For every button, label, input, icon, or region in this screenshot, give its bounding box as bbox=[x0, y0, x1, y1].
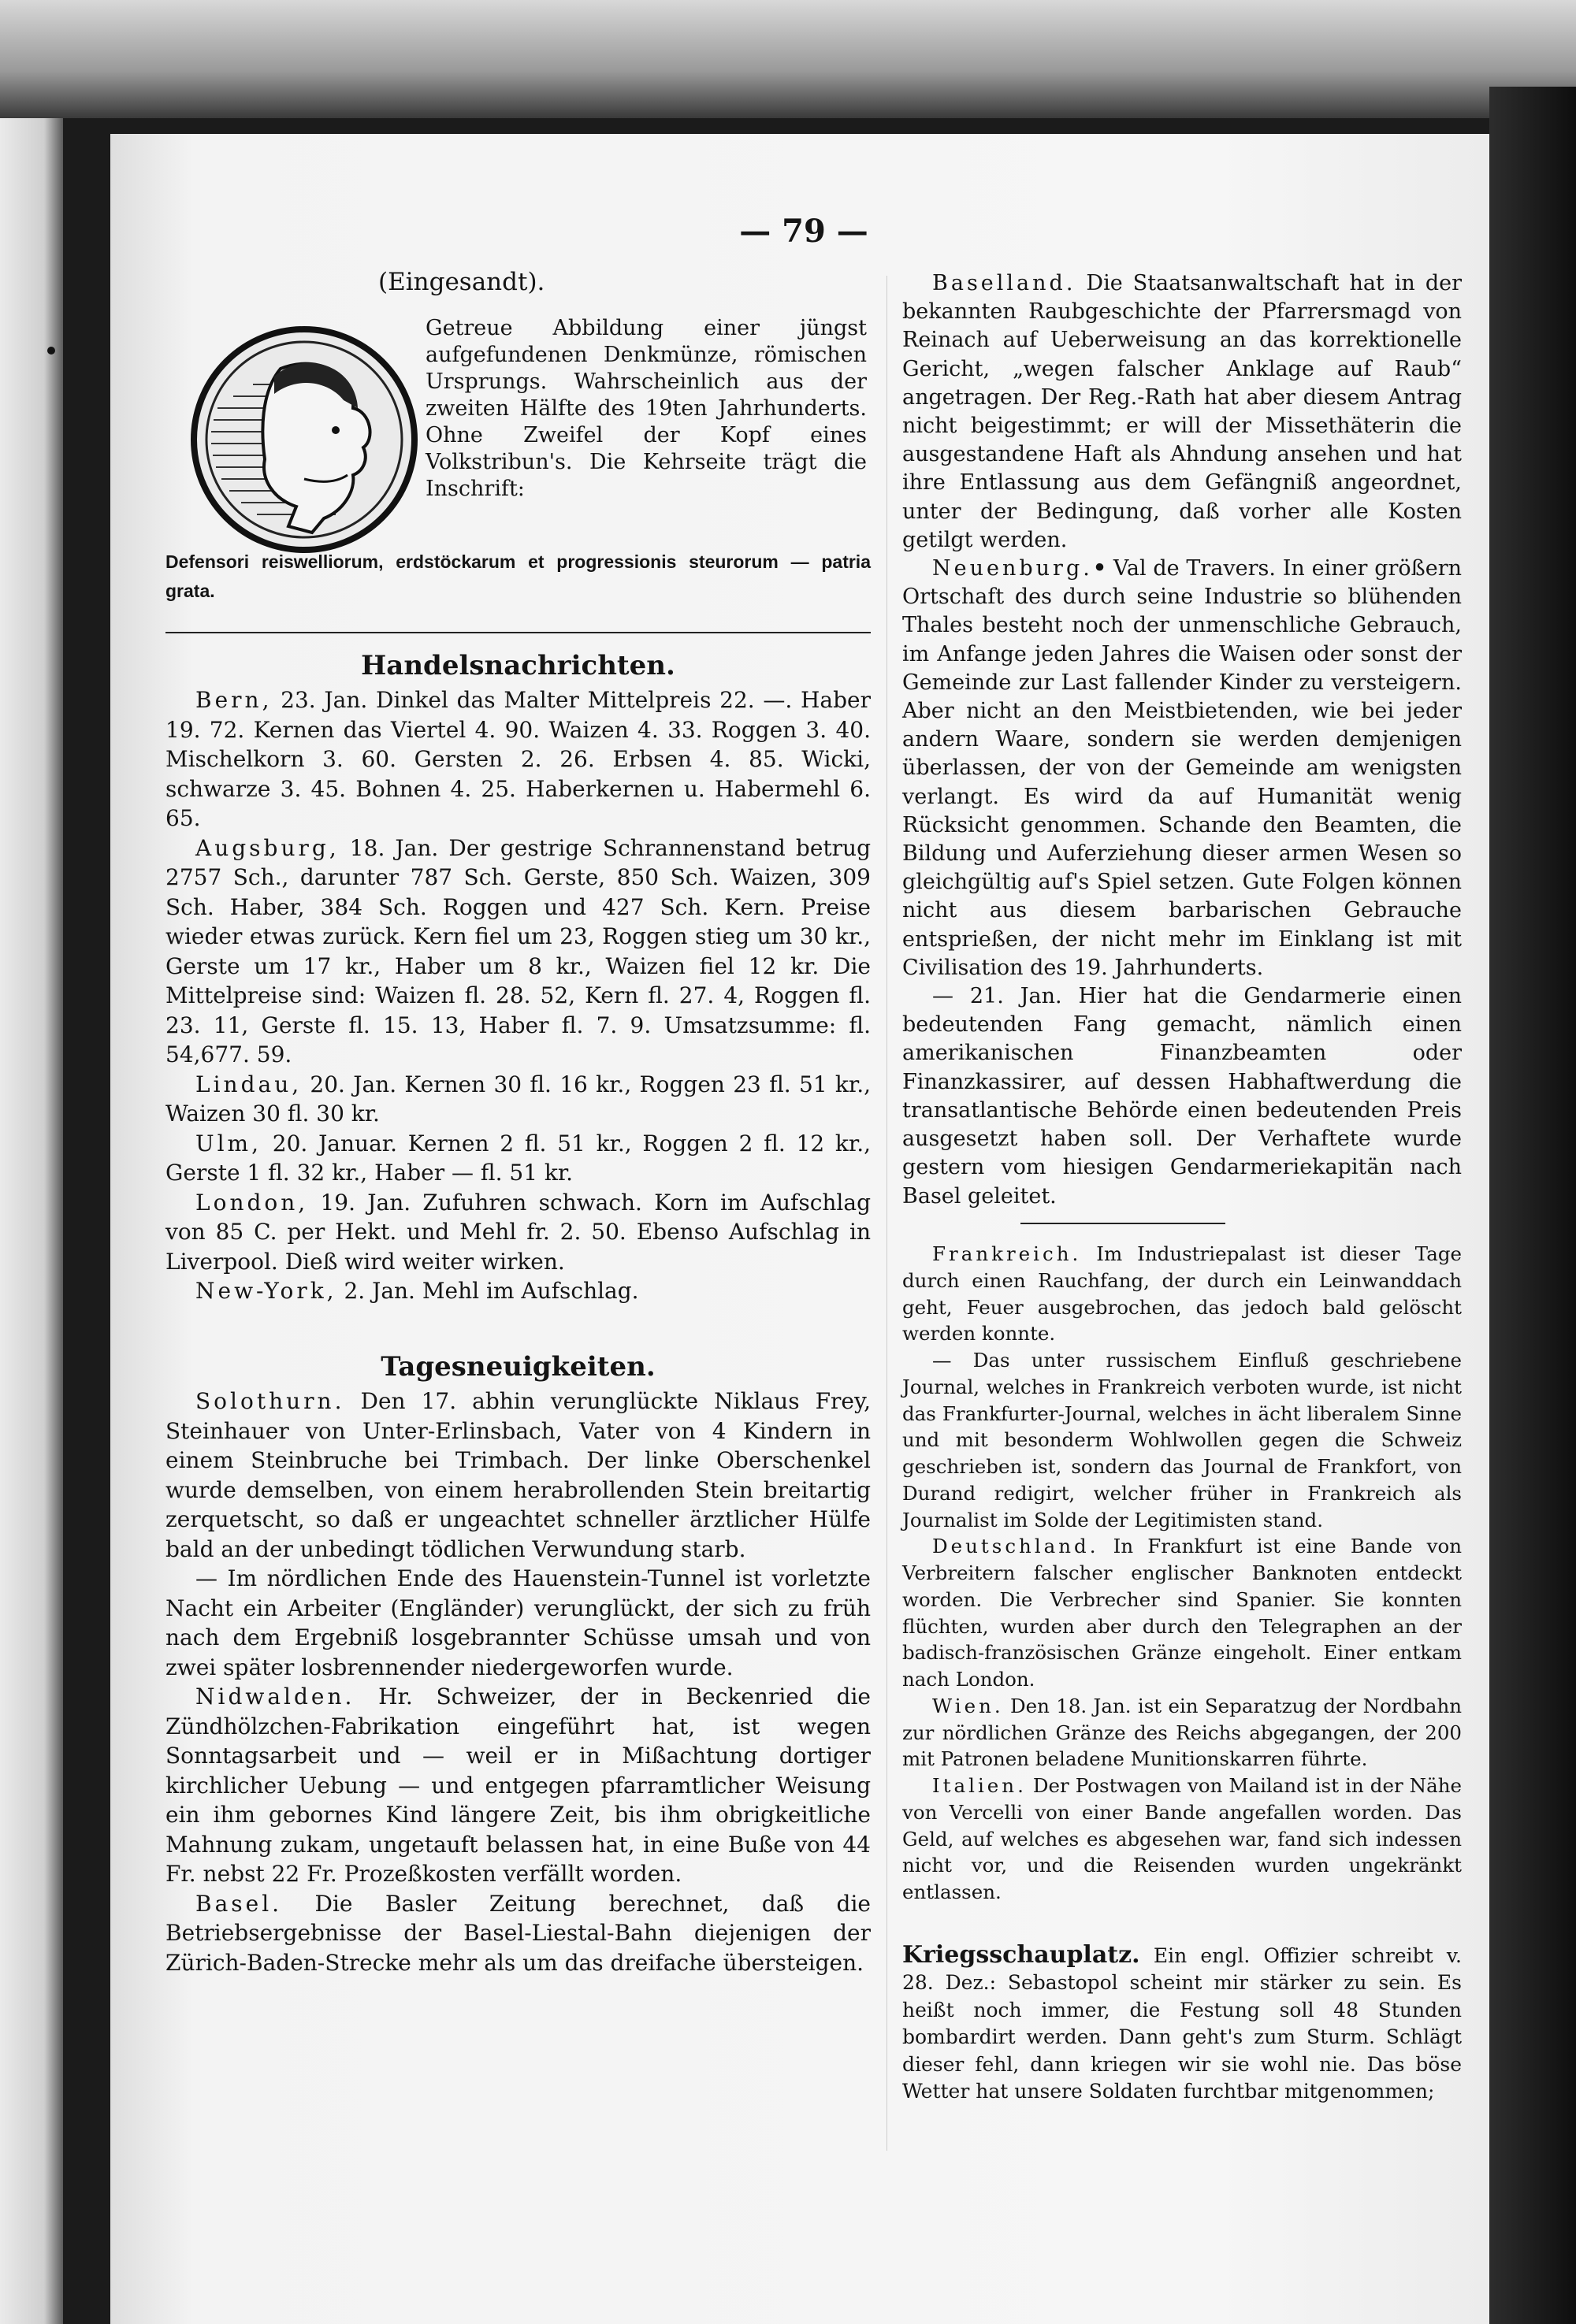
news-solothurn bbox=[165, 1387, 871, 1564]
print-mark: • bbox=[1092, 556, 1107, 581]
kriegsschauplatz-section bbox=[902, 1942, 1462, 2105]
place-name: Ulm, bbox=[195, 1130, 262, 1156]
place-name: Wien. bbox=[932, 1694, 1004, 1717]
place-name: Italien. bbox=[932, 1774, 1027, 1797]
foreign-news-body bbox=[902, 1241, 1462, 1906]
news-text: Die Staatsanwaltschaft hat in der bekannten Raubgeschichte der Pfarrersmagd von Reinach auf Ueberweisung an das korrektionelle Gericht, „wegen falscher Anklage auf Raub“ angetragen. Der Reg.-Rath hat aber diesem Antrag nicht beigestimmt; er will der Missethäterin die ausgestandene Haft als Ahndung ansehen und hat ihre Entlassung aus dem Gefängniß angeordnet, unter der Bedingung, daß vorher alle Kosten getilgt werden. bbox=[902, 271, 1462, 552]
place-name: New-York, bbox=[195, 1278, 337, 1304]
column-divider bbox=[886, 276, 887, 2151]
facing-page-edge bbox=[0, 118, 63, 2324]
place-name: Baselland. bbox=[932, 271, 1076, 295]
market-report-ulm bbox=[165, 1129, 871, 1188]
news-neuenburg bbox=[902, 555, 1462, 982]
tagesneuigkeiten-body bbox=[165, 1387, 871, 1977]
news-frankreich bbox=[902, 1241, 1462, 1347]
news-italien bbox=[902, 1773, 1462, 1906]
report-text: 2. Jan. Mehl im Aufschlag. bbox=[336, 1278, 639, 1304]
tagesneuigkeiten-heading: Tagesneuigkeiten. bbox=[381, 1351, 656, 1383]
kriegsschauplatz-heading: Kriegsschauplatz. bbox=[902, 1941, 1140, 1969]
news-text: Im Industriepalast ist dieser Tage durch einen Rauchfang, der durch ein Leinwanddach geht, Feuer ausgebrochen, das jedoch bald gelöscht werden konnte. bbox=[902, 1242, 1462, 1346]
market-report-augsburg bbox=[165, 833, 871, 1070]
news-text: Den 18. Jan. ist ein Separatzug der Nordbahn zur nördlichen Gränze des Reichs abgegangen, der 200 mit Patronen beladene Munitionskarren führte. bbox=[902, 1694, 1462, 1771]
place-name: London, bbox=[195, 1189, 309, 1216]
market-report-lindau bbox=[165, 1070, 871, 1129]
handelsnachrichten-heading: Handelsnachrichten. bbox=[361, 650, 675, 681]
scan-background-top bbox=[0, 0, 1576, 118]
news-text: Val de Travers. In einer größern Ortschaft des durch seine Industrie so blühenden Thales besteht noch der unmenschliche Gebrauch, im Anfange jeden Jahres die Waisen oder sonst der Gemeinde zur Last fallender Kinder zu versteigern. Aber nicht an den Meistbietenden, wie bei jeder andern Waare, sondern sie werden demjenigen überlassen, der von der Gemeinde am wenigsten verlangt. Es wird da auf Humanität wenig Rücksicht genommen. Schande den Beamten, die Bildung und Auferziehung dieser armen Wesen so gleichgültig auf's Spiel setzen. Gute Folgen können nicht aus diesem barbarischen Gebrauche entsprießen, der nicht mehr im Einklang ist mit Civilisation des 19. Jahrhunderts. bbox=[902, 556, 1462, 980]
coin-inscription: Defensori reiswelliorum, erdstöckarum et progressionis steurorum — patria grata. bbox=[165, 551, 871, 601]
news-text: Die Basler Zeitung berechnet, daß die Betriebsergebnisse der Basel-Liestal-Bahn diejenigen der Zürich-Baden-Strecke mehr als um das dreifache übersteigen. bbox=[165, 1890, 871, 1976]
report-text: 23. Jan. Dinkel das Malter Mittelpreis 22. —. Haber 19. 72. Kernen das Viertel 4. 90. Waizen 4. 33. Roggen 3. 40. Mischelkorn 3. 60. Gersten 2. 26. Erbsen 4. 85. Wicki, schwarze 3. 45. Bohnen 4. 25. Haberkernen u. Habermehl 6. 65. bbox=[165, 687, 871, 831]
handelsnachrichten-body bbox=[165, 685, 871, 1306]
section-divider bbox=[165, 632, 871, 633]
short-divider bbox=[1020, 1223, 1225, 1224]
place-name: Solothurn. bbox=[195, 1388, 345, 1414]
place-name: Frankreich. bbox=[932, 1242, 1082, 1265]
market-report-london bbox=[165, 1188, 871, 1277]
news-text: — Das unter russischem Einfluß geschriebene Journal, welches in Frankreich verboten wurde, ist nicht das Frankfurter-Journal, welches in ächt liberalem Sinne und mit besonderm Wohlwollen gegen die Schweiz geschrieben ist, sondern das Journal de Frankfort, von Durand redigirt, welcher früher in Frankreich als Journalist im Solde der Legitimisten stand. bbox=[902, 1349, 1462, 1531]
news-text: — Im nördlichen Ende des Hauenstein-Tunnel ist vorletzte Nacht ein Arbeiter (Engländer) verunglückt, der sich zu früh nach dem Ergebniß losgebrannter Schüsse umsah und von zwei später losbrennender niedergeworfen wurde. bbox=[165, 1565, 871, 1680]
newspaper-page bbox=[110, 134, 1489, 2324]
report-text: 20. Jan. Kernen 30 fl. 16 kr., Roggen 23 fl. 51 kr., Waizen 30 fl. 30 kr. bbox=[165, 1071, 871, 1127]
news-nidwalden bbox=[165, 1682, 871, 1889]
place-name: Augsburg, bbox=[195, 834, 340, 861]
news-text: Hr. Schweizer, der in Beckenried die Zündhölzchen-Fabrikation eingeführt hat, ist wegen Sonntagsarbeit und — weil er in Mißachtung dortiger kirchlicher Uebung — und entgegen pfarramtlicher Weisung ein ihm gebornes Kind längere Zeit, bis ihm obrigkeitliche Mahnung zukam, ungetauft belassen hat, in eine Buße von 44 Fr. nebst 22 Fr. Prozeßkosten verfällt worden. bbox=[165, 1684, 871, 1887]
news-journal bbox=[902, 1347, 1462, 1533]
news-text: — 21. Jan. Hier hat die Gendarmerie einen bedeutenden Fang gemacht, nämlich einen amerikanischen Finanzbeamten oder Finanzkassirer, auf dessen Habhaftwerdung die transatlantische Behörde einen bedeutenden Preis ausgesetzt haben soll. Der Verhaftete wurde gestern vom hiesigen Gendarmeriekapitän nach Basel geleitet. bbox=[902, 984, 1462, 1208]
report-text: 19. Jan. Zufuhren schwach. Korn im Aufschlag von 85 C. per Hekt. und Mehl fr. 2. 50. Ebenso Aufschlag in Liverpool. Dieß wird weiter wirken. bbox=[165, 1189, 871, 1275]
news-baselland bbox=[902, 269, 1462, 555]
report-text: 20. Januar. Kernen 2 fl. 51 kr., Roggen 2 fl. 12 kr., Gerste 1 fl. 32 kr., Haber — fl. 51 kr. bbox=[165, 1130, 871, 1186]
market-report-bern bbox=[165, 685, 871, 833]
coin-description: Getreue Abbildung einer jüngst aufgefundenen Denkmünze, römischen Ursprungs. Wahrscheinlich aus der zweiten Hälfte des 19ten Jahrhunderts. Ohne Zweifel der Kopf eines Volkstribun's. Die Kehrseite trägt die Inschrift: bbox=[426, 316, 867, 501]
place-name: Lindau, bbox=[195, 1071, 303, 1097]
news-hauenstein-tunnel bbox=[165, 1564, 871, 1682]
right-column-body bbox=[902, 269, 1462, 1211]
book-cover-edge bbox=[1489, 87, 1576, 2324]
place-name: Basel. bbox=[195, 1890, 283, 1917]
page-number: — 79 — bbox=[739, 213, 868, 250]
news-text: Der Postwagen von Mailand ist in der Nähe von Vercelli von einer Bande angefallen worden. Das Geld, auf welches es abgesehen war, fand sich indessen nicht vor, und die Reisenden wurden ungekränkt entlassen. bbox=[902, 1774, 1462, 1903]
market-report-new-york bbox=[165, 1276, 871, 1306]
news-neuenburg-gendarmerie bbox=[902, 982, 1462, 1211]
report-text: 18. Jan. Der gestrige Schrannenstand betrug 2757 Sch., darunter 787 Sch. Gerste, 850 Sch. Waizen, 309 Sch. Haber, 384 Sch. Roggen und 427 Sch. Kern. Preise wieder etwas zurück. Kern fiel um 23, Roggen stieg um 30 kr., Gerste um 17 kr., Haber um 8 kr., Waizen fiel 12 kr. Die Mittelpreise sind: Waizen fl. 28. 52, Kern fl. 27. 4, Roggen fl. 23. 11, Gerste fl. 15. 13, Haber fl. 7. 9. Umsatzsumme: fl. 54,677. 59. bbox=[165, 834, 871, 1067]
place-name: Bern, bbox=[195, 687, 273, 713]
coin-illustration bbox=[186, 321, 422, 558]
news-basel bbox=[165, 1889, 871, 1978]
news-kriegsschauplatz bbox=[902, 1942, 1462, 2105]
ink-spot bbox=[47, 347, 55, 355]
news-text: In Frankfurt ist eine Bande von Verbreitern falscher englischer Banknoten entdeckt worden. Die Verbrecher sind Spanier. Sie konnten flüchten, wurden aber durch den Telegraphen an der badisch-französischen Gränze eingeholt. Einer entkam nach London. bbox=[902, 1535, 1462, 1691]
place-name: Deutschland. bbox=[932, 1535, 1099, 1558]
news-wien bbox=[902, 1693, 1462, 1773]
eingesandt-heading: (Eingesandt). bbox=[378, 268, 545, 296]
news-text: Ein engl. Offizier schreibt v. 28. Dez.: Sebastopol scheint mir stärker zu sein. Es heißt noch immer, die Festung soll 48 Stunden bombardirt werden. Dann geht's zum Sturm. Schlägt dieser fehl, dann kriegen wir sie wohl nie. Das böse Wetter hat unsere Soldaten furchtbar mitgenommen; bbox=[902, 1944, 1462, 2103]
place-name: Neuenburg. bbox=[932, 556, 1093, 581]
place-name: Nidwalden. bbox=[195, 1684, 355, 1710]
news-text: Den 17. abhin verunglückte Niklaus Frey, Steinhauer von Unter-Erlinsbach, Vater von 4 Kindern in einem Steinbruche bei Trimbach. Der linke Oberschenkel wurde demselben, von einem herabrollenden Stein breitartig zerquetscht, so daß er ungeachtet schneller ärztlicher Hülfe bald an der unbedingt tödlichen Verwundung starb. bbox=[165, 1388, 871, 1562]
news-deutschland bbox=[902, 1533, 1462, 1693]
